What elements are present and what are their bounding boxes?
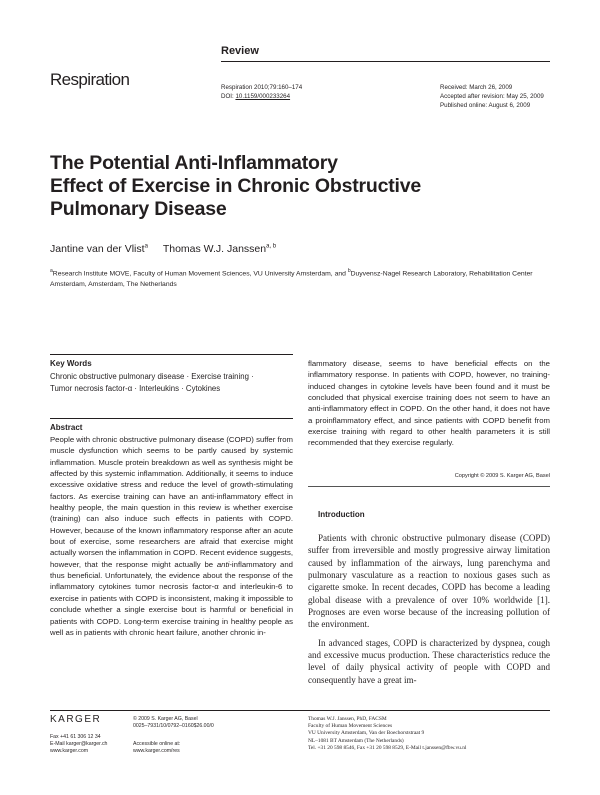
abstract-paragraph: flammatory disease, seems to have beneficial effects on the inflammatory response. In patients with COPD, however, no training-induced changes in cytokine levels have been found and it must be concluded that physical exercise training does not seem to have an anti-inflammatory effect in COPD. On the other hand, it does not have a proinflammatory effect, and since patients with COPD benefit from exercise training with regard to other health parameters it is still recommended that they exercise regularly. [308,359,550,448]
journal-logo: Respiration [50,70,130,89]
author-name: Jantine van der Vlist [50,243,145,255]
contact-line: www.karger.com [50,748,89,755]
author-list [50,243,276,255]
doi-label: DOI: [221,93,236,100]
publication-dates [440,83,544,110]
affil-mark: b [347,268,351,274]
affil-b: Duyvensz-Nagel Research Laboratory, Rehabilitation Center Amsterdam, Amsterdam, The Netherlands [50,270,533,289]
access-link[interactable]: www.karger.com/res [133,748,180,755]
author-affil-mark: a, b [266,243,277,250]
article-title [50,152,470,221]
footer-rule [50,710,550,711]
abstract-text: -inflammatory and thus beneficial. Unfortunately, the evidence about the response of the inflammatory cytokines tumor necrosis factor-α and interleukin-6 to exercise in patients with COPD is inconsistent, making it impossible to conclude whether a single exercise bout is harmful or beneficial in patients with COPD. Long-term exercise training in healthy people as well as in patients with chronic heart failure, another chronic in- [50,559,293,637]
correspondence-line: Thomas W.J. Janssen, PhD, FACSM [308,716,387,722]
affil-mark: a [50,268,53,274]
introduction-body [308,532,550,686]
title-line: The Potential Anti-Inflammatory [50,152,338,174]
abstract-body [50,434,293,638]
introduction-paragraph: Patients with chronic obstructive pulmonary disease (COPD) suffer from irreversible and mostly progressive airway limitation caused by inflammation of the airways, lung parenchyma and pulmonary vasculature as a reaction to noxious gases such as cigarette smoke. In recent decades, COPD has become a leading global disease with a prevalence of over 10% worldwide [1]. Prognoses are even worse because of the increasing pollution of the environment. [308,533,550,630]
correspondence-line: NL–1081 BT Amsterdam (The Netherlands) [308,737,404,744]
abstract-continued [308,358,550,449]
correspondence-line: VU University Amsterdam, Van der Boechorststraat 9 [308,730,425,737]
introduction-heading: Introduction [318,510,365,519]
contact-line: Fax +41 61 306 12 34 [50,734,101,740]
abstract-emphasis: anti [216,559,230,569]
correspondence-line: Faculty of Human Movement Sciences [308,723,393,730]
abstract-rule [50,418,293,419]
keywords-line: Tumor necrosis factor-α · Interleukins · Cytokines [50,384,221,393]
abstract-text: People with chronic obstructive pulmonary disease (COPD) suffer from muscle dysfunction which seems to be partly caused by systemic inflammation. Muscle protein breakdown as well as synthesis might be affected by this systemic inflammation. Additionally, it seems to induce excessive oxidative stress and reduce the level of growth-stimulating factors. As exercise training can have an anti-inflammatory effect in healthy people, the main question in this review is whether exercise (training) can also induce such effects in patients with COPD. However, because of the known inflammatory response after an acute bout of exercise, some researchers are afraid that exercise might actually worsen the inflammation in COPD. Recent evidence suggests, however, that the response might actually be [50,435,293,569]
doi-link[interactable]: 10.1159/000233264 [235,93,291,100]
keywords-rule [50,354,293,355]
access-block [133,741,180,755]
citation-block [221,83,302,101]
header-rule [221,61,550,62]
correspondence-block [308,716,466,752]
date-published: Published online: August 6, 2009 [440,102,531,109]
copyright-block [133,716,214,730]
copyright-line: 0025–7931/10/0792–0160$26.00/0 [133,723,214,730]
title-line: Effect of Exercise in Chronic Obstructive [50,175,422,197]
contact-line: E-Mail karger@karger.ch [50,741,108,748]
introduction-paragraph: In advanced stages, COPD is characterized by dyspnea, cough and excessive mucus production. These characteristics reduce the level of daily physical activity of people with COPD and consequently have a great im- [308,637,550,685]
abstract-paragraph [50,434,293,638]
citation-line: Respiration 2010;79:160–174 [221,84,303,91]
keywords-line: Chronic obstructive pulmonary disease · Exercise training · [50,372,254,381]
section-label: Review [221,45,259,57]
keywords-list [50,371,290,395]
abstract-copyright: Copyright © 2009 S. Karger AG, Basel [454,473,550,479]
publisher-contact [50,734,107,756]
affil-a: Research Institute MOVE, Faculty of Human Movement Sciences, VU University Amsterdam, and [52,270,348,278]
publisher-logo: KARGER [50,714,102,725]
abstract-end-rule [308,486,550,487]
affiliations [50,266,550,290]
date-accepted: Accepted after revision: May 25, 2009 [440,93,544,100]
abstract-heading: Abstract [50,423,83,432]
access-line: Accessible online at: [133,741,181,747]
doi-line [221,92,302,101]
author-name: Thomas W.J. Janssen [162,243,267,255]
correspondence-line: Tel. +31 20 598 8546, Fax +31 20 598 8529, E-Mail t.janssen@fbw.vu.nl [308,744,467,751]
title-line: Pulmonary Disease [50,198,227,220]
keywords-heading: Key Words [50,359,92,368]
copyright-line: © 2009 S. Karger AG, Basel [133,716,198,722]
date-received: Received: March 26, 2009 [440,84,513,91]
author-affil-mark: a [144,243,148,250]
